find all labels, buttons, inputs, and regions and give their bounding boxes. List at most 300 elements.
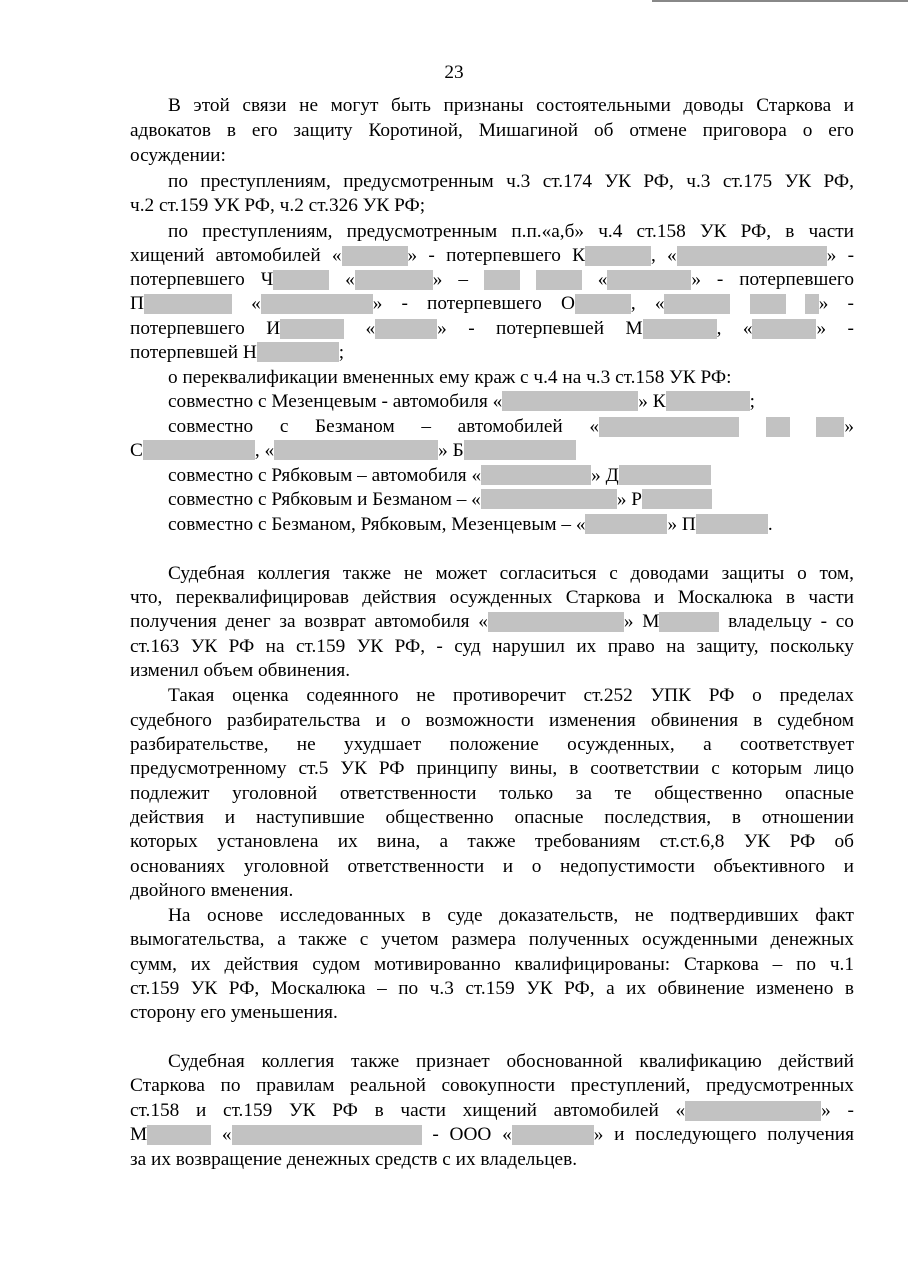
text-line <box>130 953 854 977</box>
word: с <box>279 416 289 437</box>
word: Такая <box>168 685 215 706</box>
word: преступлений, <box>570 1075 691 1096</box>
word: общественно <box>385 807 494 828</box>
text-line <box>130 1074 854 1098</box>
word: адвокатов <box>130 120 212 141</box>
word: последующего <box>635 1124 757 1145</box>
word: - <box>847 245 854 266</box>
word: УК <box>289 1100 316 1121</box>
redaction-box <box>816 417 844 437</box>
redaction-box <box>512 1125 594 1145</box>
word: квалифицированы: <box>514 954 671 975</box>
word: мотивированно <box>374 954 501 975</box>
word: п.п.«а,б» <box>511 221 585 242</box>
word: УК <box>340 758 367 779</box>
word: Москалюка <box>677 587 773 608</box>
word: и <box>843 856 854 877</box>
word: признает <box>415 1051 490 1072</box>
text-line <box>168 684 854 708</box>
word: » <box>805 292 829 316</box>
text-line <box>168 170 854 194</box>
word: ухудшает <box>343 734 422 755</box>
word: по <box>168 221 188 242</box>
word: изменено <box>756 978 834 999</box>
redaction-box <box>659 612 719 632</box>
word: « » <box>502 1124 604 1145</box>
word: ст.159 <box>130 978 180 999</box>
redaction-box <box>643 319 717 339</box>
word: « » <box>597 269 701 290</box>
text-line <box>168 562 854 586</box>
word: о <box>752 685 762 706</box>
word: потерпевшего <box>427 293 542 314</box>
word: также <box>298 929 347 950</box>
word: основе <box>207 905 264 926</box>
redaction-box <box>481 465 591 485</box>
word: осужденных <box>449 587 553 608</box>
word: действий <box>778 1051 854 1072</box>
word: УК <box>526 978 553 999</box>
redaction-box <box>619 465 711 485</box>
redaction-box <box>355 270 433 290</box>
word: подлежит <box>130 783 210 804</box>
word: К , <box>572 245 656 266</box>
word: лицо <box>814 758 854 779</box>
word: коллегия <box>257 563 331 584</box>
word: по <box>220 1075 241 1096</box>
word: по <box>168 171 188 192</box>
redaction-box <box>342 246 408 266</box>
word: быть <box>390 95 431 116</box>
text-line: совместно с Мезенцевым - автомобиля « » К ; <box>168 391 755 412</box>
word: с <box>609 563 618 584</box>
text-line <box>130 709 854 733</box>
word: отмене <box>629 120 687 141</box>
word: об <box>594 120 614 141</box>
text-line: С , « » Б <box>130 439 854 463</box>
word: вины, <box>509 758 558 779</box>
word: части <box>808 221 854 242</box>
word: - <box>847 1100 854 1121</box>
word: подтвердивших <box>670 905 799 926</box>
word: преступлениям, <box>202 221 333 242</box>
text-line <box>130 586 854 610</box>
word: РФ, <box>564 978 595 999</box>
word: ст.159 <box>465 978 515 999</box>
word: изменения <box>548 710 636 731</box>
word: уголовной <box>232 783 318 804</box>
text-line <box>130 928 854 952</box>
word: обоснованной <box>506 1051 623 1072</box>
word: разбирательства <box>226 710 361 731</box>
word: ст.5 <box>298 758 329 779</box>
redaction-box <box>805 294 819 314</box>
word: а <box>439 831 449 852</box>
word: принципу <box>416 758 498 779</box>
redaction-box <box>232 1125 422 1145</box>
word: по <box>398 978 419 999</box>
word: Мишагиной <box>478 120 579 141</box>
word: и <box>614 1124 625 1145</box>
word: потерпевшего <box>130 269 245 290</box>
redaction-box <box>274 440 438 460</box>
word <box>536 268 582 292</box>
text-line: совместно с Рябковым и Безманом – « » Р <box>168 488 854 512</box>
redaction-box <box>143 440 255 460</box>
text-line <box>130 733 854 757</box>
word: получения <box>130 611 217 632</box>
word: » <box>816 415 854 439</box>
word: защиты <box>721 563 785 584</box>
word: ч.4 <box>598 221 623 242</box>
word: « » <box>667 245 837 266</box>
word: ответственности <box>347 856 485 877</box>
word: не <box>403 563 423 584</box>
word: предусмотренных <box>705 1075 854 1096</box>
word: реальной <box>350 1075 426 1096</box>
word: о <box>802 120 813 141</box>
word: оценка <box>232 685 289 706</box>
word: предусмотренным <box>346 221 498 242</box>
word: сумм, <box>130 954 177 975</box>
text-line <box>130 292 854 316</box>
word: его <box>251 120 278 141</box>
word: ч.3 <box>429 978 454 999</box>
word: возврат <box>304 611 366 632</box>
word: автомобилей <box>215 245 321 266</box>
word: совокупности <box>441 1075 556 1096</box>
word: На <box>168 905 191 926</box>
word <box>484 268 520 292</box>
word: денег <box>225 611 271 632</box>
word: учетом <box>381 929 439 950</box>
redaction-box <box>585 246 651 266</box>
word: в <box>374 1100 384 1121</box>
word: автомобилей <box>553 1100 659 1121</box>
word: П <box>130 292 232 316</box>
word: ст.174 <box>542 171 593 192</box>
word: потерпевшего <box>446 245 561 266</box>
word: доводы <box>683 95 744 116</box>
word: только <box>499 783 554 804</box>
word: а <box>606 978 615 999</box>
word: поскольку <box>769 636 854 657</box>
word: – <box>772 954 783 975</box>
redaction-box <box>696 514 768 534</box>
redaction-box <box>144 294 232 314</box>
word: могут <box>330 95 379 116</box>
word: УК <box>743 831 771 852</box>
word: последствия, <box>604 807 712 828</box>
redaction-box <box>488 612 624 632</box>
word: нарушил <box>492 636 565 657</box>
word: с <box>359 929 369 950</box>
word: за <box>279 611 296 632</box>
word: М <box>642 610 719 634</box>
redaction-box <box>766 417 790 437</box>
word: и <box>224 807 236 828</box>
word: уголовной <box>243 856 329 877</box>
text-line: осуждении: <box>130 145 226 166</box>
word: признаны <box>443 95 524 116</box>
word: Судебная <box>168 1051 245 1072</box>
word: РФ, <box>643 171 674 192</box>
word: преступлениям, <box>200 171 331 192</box>
word: ответственности <box>339 783 477 804</box>
word: на <box>666 636 686 657</box>
word: положение <box>449 734 539 755</box>
word: совместно <box>168 416 254 437</box>
text-line <box>130 244 854 268</box>
word: Старкова <box>130 1075 205 1096</box>
word: В <box>168 95 181 116</box>
text-line <box>168 94 854 118</box>
word: защиту, <box>696 636 759 657</box>
text-line <box>168 220 854 244</box>
word: недопустимости <box>559 856 695 877</box>
word: ст.163 <box>130 636 180 657</box>
word: РФ, <box>823 171 854 192</box>
text-line: потерпевшей Н ; <box>130 342 345 363</box>
word: получения <box>767 1124 854 1145</box>
word: что, <box>130 587 163 608</box>
redaction-box <box>585 514 667 534</box>
word: потерпевшего <box>739 269 854 290</box>
word: « » <box>345 269 443 290</box>
redaction-box <box>752 319 816 339</box>
word: о <box>797 563 807 584</box>
word: УПК <box>650 685 691 706</box>
word: по <box>796 954 817 975</box>
word: - <box>428 245 435 266</box>
redaction-box <box>664 294 730 314</box>
word: судебного <box>130 710 212 731</box>
word: суд <box>454 636 481 657</box>
word: а <box>703 734 712 755</box>
word: суде <box>447 905 483 926</box>
word: осужденных, <box>567 734 675 755</box>
word: предусмотренному <box>130 758 287 779</box>
word: и <box>654 587 665 608</box>
word: требованиям <box>534 831 641 852</box>
word: ст.ст.6,8 <box>659 831 725 852</box>
word: Старкова <box>756 95 832 116</box>
word: те <box>614 783 632 804</box>
redaction-box <box>261 294 373 314</box>
word: РФ <box>332 1100 358 1121</box>
text-line <box>130 757 854 781</box>
word: за <box>575 783 592 804</box>
redaction-box <box>575 294 631 314</box>
redaction-box <box>273 270 329 290</box>
word: также <box>350 1051 400 1072</box>
word: - <box>432 1124 439 1145</box>
word: состоятельными <box>536 95 671 116</box>
word: основаниях <box>130 856 226 877</box>
word: в <box>785 587 796 608</box>
word: также <box>342 563 392 584</box>
word: О , <box>560 293 636 314</box>
word: – <box>421 416 431 437</box>
word: в <box>731 807 741 828</box>
text-line <box>130 317 854 341</box>
redaction-box <box>481 489 617 509</box>
text-line: за их возвращение денежных средств с их владельцев. <box>130 1149 578 1170</box>
redaction-box <box>536 270 582 290</box>
redaction-box <box>484 270 520 290</box>
word: в <box>569 758 579 779</box>
word: « » <box>478 611 634 632</box>
word: полученных <box>528 929 630 950</box>
word: « » <box>251 293 383 314</box>
word: может <box>435 563 487 584</box>
word: не <box>299 95 319 116</box>
word: УК <box>356 636 384 657</box>
word: УК <box>699 221 727 242</box>
word: обвинения <box>650 710 739 731</box>
word: ст.175 <box>722 171 773 192</box>
word: вымогательства, <box>130 929 265 950</box>
text-line <box>130 830 854 854</box>
word: ст.158 <box>636 221 686 242</box>
word: содеянного <box>306 685 399 706</box>
text-line <box>130 119 854 143</box>
text-line <box>168 1050 854 1074</box>
word: доказательств, <box>499 905 619 926</box>
word: квалификацию <box>639 1051 762 1072</box>
redaction-box <box>375 319 437 339</box>
word: – <box>377 978 387 999</box>
text-line: ч.2 ст.159 УК РФ, ч.2 ст.326 УК РФ; <box>130 195 426 216</box>
header-rule <box>652 0 908 2</box>
word: ч.1 <box>829 954 854 975</box>
word: - <box>436 636 443 657</box>
word: факт <box>815 905 854 926</box>
text-line: совместно с Рябковым – автомобиля « » Д <box>168 464 854 488</box>
word: защиту <box>293 120 353 141</box>
text-line <box>130 977 854 1001</box>
word: общественно <box>654 783 763 804</box>
word: в <box>844 978 854 999</box>
word: право <box>607 636 655 657</box>
word: автомобиля <box>374 611 470 632</box>
word: не <box>296 734 316 755</box>
word: - <box>847 293 854 314</box>
word: ч.3 <box>686 171 711 192</box>
word: противоречит <box>452 685 566 706</box>
text-line: совместно с Безманом, Рябковым, Мезенцевым – « » П . <box>168 514 773 535</box>
text-line <box>130 610 854 634</box>
word: « <box>655 292 731 316</box>
word: наступившие <box>255 807 365 828</box>
word: - <box>468 318 475 339</box>
text-line <box>130 1123 854 1147</box>
word: связи <box>242 95 287 116</box>
text-line <box>130 1099 854 1123</box>
word: « » <box>675 1100 831 1121</box>
page-number: 23 <box>444 62 464 83</box>
word: установлена <box>217 831 319 852</box>
text-line <box>168 904 854 928</box>
word: осужденными <box>642 929 758 950</box>
word: приговора <box>702 120 787 141</box>
word: части <box>400 1100 446 1121</box>
word: которым <box>731 758 803 779</box>
word: ст.159 <box>295 636 346 657</box>
text-line: изменил объем обвинения. <box>130 660 351 681</box>
word: М <box>130 1123 211 1147</box>
word: в <box>226 120 237 141</box>
text-line <box>168 415 854 439</box>
word: соответствует <box>739 734 854 755</box>
word: ст.159 <box>223 1100 273 1121</box>
redaction-box <box>147 1125 211 1145</box>
word: не <box>416 685 436 706</box>
word <box>750 292 786 316</box>
word: коллегия <box>261 1051 335 1072</box>
word: правилам <box>256 1075 335 1096</box>
word: возможности <box>425 710 534 731</box>
redaction-box <box>642 489 712 509</box>
word: и <box>195 1100 207 1121</box>
word: УК <box>190 636 218 657</box>
word: хищений <box>130 245 205 266</box>
word: доводами <box>630 563 709 584</box>
text-line <box>130 635 854 659</box>
redaction-box <box>257 342 339 362</box>
word: Москалюка <box>270 978 366 999</box>
text-line: о переквалификации вмененных ему краж с ч.4 на ч.3 ст.158 УК РФ: <box>168 367 732 388</box>
word: РФ, <box>394 636 426 657</box>
word: « » <box>742 318 827 339</box>
word: его <box>828 120 854 141</box>
text-line: сторону его уменьшения. <box>130 1002 338 1023</box>
word: Ч <box>261 268 330 292</box>
word: согласиться <box>499 563 597 584</box>
word: которых <box>130 831 198 852</box>
redaction-box <box>607 270 691 290</box>
word: а <box>277 929 286 950</box>
text-line: двойного вменения. <box>130 880 294 901</box>
word: « <box>589 415 739 439</box>
word: о <box>531 856 542 877</box>
word: Безманом <box>315 416 395 437</box>
redaction-box <box>280 319 344 339</box>
word: денежных <box>770 929 854 950</box>
word: объективного <box>713 856 826 877</box>
redaction-box <box>464 440 576 460</box>
word: потерпевшей <box>496 318 605 339</box>
word: « » <box>331 245 418 266</box>
word: Судебная <box>168 563 245 584</box>
text-line <box>130 782 854 806</box>
text-line <box>130 268 854 292</box>
word: ООО <box>449 1124 492 1145</box>
text-line <box>130 806 854 830</box>
word: УК <box>784 171 812 192</box>
word: их <box>337 831 358 852</box>
word: также <box>467 831 516 852</box>
word: соответствии <box>590 758 700 779</box>
word: М , <box>625 318 722 339</box>
word: с <box>711 758 720 779</box>
word: Старкова <box>565 587 641 608</box>
word: - <box>820 611 828 632</box>
word: опасные <box>514 807 584 828</box>
redaction-box <box>685 1101 821 1121</box>
word: - <box>847 318 854 339</box>
word: УК <box>190 978 218 999</box>
